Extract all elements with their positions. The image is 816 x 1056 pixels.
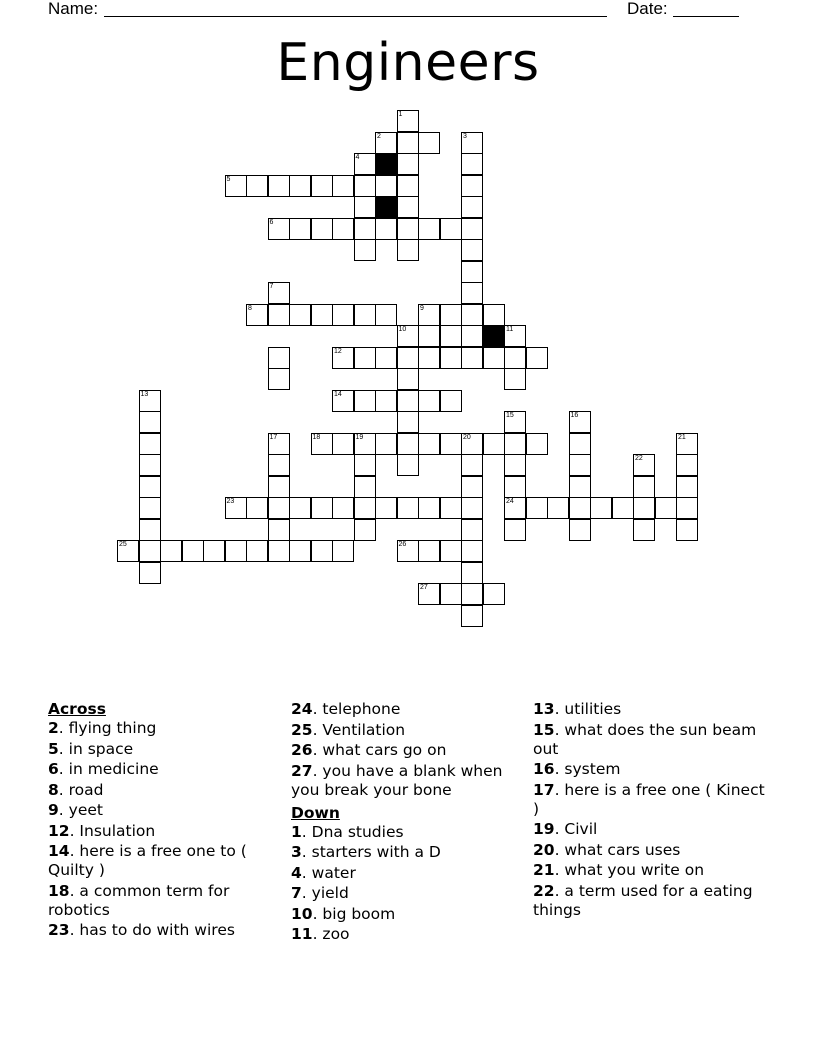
grid-cell[interactable] (268, 540, 290, 562)
grid-cell[interactable] (397, 433, 419, 455)
clue-number: 1 (398, 111, 403, 118)
grid-cell[interactable] (311, 497, 333, 519)
clue-number: 20 (463, 433, 471, 441)
grid-cell[interactable] (504, 476, 526, 498)
clue-number-label: 24 (291, 700, 313, 718)
clue-number: 3 (463, 132, 467, 140)
grid-cell[interactable] (289, 175, 311, 197)
grid-cell[interactable] (332, 175, 354, 197)
grid-cell[interactable] (289, 540, 311, 562)
clue-text: . road (58, 780, 104, 799)
grid-cell[interactable] (676, 454, 698, 476)
grid-cell[interactable] (354, 347, 376, 369)
grid-cell[interactable] (397, 368, 419, 390)
grid-cell[interactable] (139, 454, 161, 476)
grid-cell[interactable] (246, 175, 268, 197)
grid-cell[interactable] (268, 218, 290, 240)
grid-cell[interactable] (440, 304, 462, 326)
grid-cell[interactable] (504, 368, 526, 390)
clue-text: . starters with a D (301, 843, 441, 861)
grid-cell[interactable] (397, 132, 419, 154)
across-clue-12 (48, 822, 288, 841)
down-clue-list (291, 823, 531, 945)
grid-cell[interactable] (461, 605, 483, 627)
grid-cell[interactable] (440, 583, 462, 605)
grid-cell[interactable] (354, 196, 376, 218)
grid-cell[interactable] (375, 132, 397, 154)
grid-cell[interactable] (504, 325, 526, 347)
down-clue-19 (533, 820, 773, 839)
grid-cell[interactable] (612, 497, 634, 519)
clue-number: 19 (355, 433, 364, 441)
grid-cell[interactable] (676, 476, 698, 498)
clue-number-label: 20 (533, 840, 555, 859)
across-clue-27 (291, 762, 531, 800)
down-clue-list-continued (533, 700, 773, 920)
grid-cell[interactable] (440, 347, 462, 369)
date-label: Date: (627, 0, 668, 18)
black-cell (483, 325, 505, 347)
grid-cell[interactable] (655, 497, 677, 519)
grid-cell[interactable] (569, 519, 591, 541)
name-label: Name: (48, 0, 99, 18)
clue-number: 8 (248, 304, 252, 312)
clue-text: . water (301, 863, 356, 882)
clue-number-label: 18 (48, 881, 70, 900)
grid-cell[interactable] (225, 540, 247, 562)
clue-number-label: 4 (291, 863, 302, 882)
grid-cell[interactable] (289, 304, 311, 326)
grid-cell[interactable] (268, 497, 290, 519)
grid-cell[interactable] (203, 540, 225, 562)
down-clue-20 (533, 841, 773, 860)
clue-text: . what cars go on (312, 741, 447, 759)
grid-cell[interactable] (397, 325, 419, 347)
across-clue-list-continued (291, 700, 531, 800)
grid-cell[interactable] (418, 583, 440, 605)
clue-text: . what you write on (554, 861, 705, 879)
clue-number: 4 (355, 154, 360, 161)
grid-cell[interactable] (676, 433, 698, 455)
grid-cell[interactable] (461, 325, 483, 347)
grid-cell[interactable] (461, 196, 483, 218)
clue-number: 25 (119, 541, 127, 548)
clue-text: . flying thing (58, 719, 157, 737)
clue-number: 9 (420, 304, 424, 312)
grid-cell[interactable] (397, 110, 419, 132)
across-clue-2 (48, 719, 288, 738)
grid-cell[interactable] (569, 476, 591, 498)
grid-cell[interactable] (139, 540, 161, 562)
grid-cell[interactable] (461, 540, 483, 562)
clue-number-label: 10 (291, 904, 313, 923)
across-heading: Across (48, 700, 106, 718)
clue-number-label: 3 (291, 843, 302, 861)
grid-cell[interactable] (268, 175, 290, 197)
clue-text: . Ventilation (312, 720, 406, 739)
grid-cell[interactable] (547, 497, 569, 519)
grid-cell[interactable] (418, 540, 440, 562)
down-clue-3 (291, 843, 531, 862)
grid-cell[interactable] (311, 433, 333, 455)
clue-number: 6 (269, 218, 274, 226)
across-clue-6 (48, 760, 288, 779)
grid-cell[interactable] (526, 433, 548, 455)
grid-cell[interactable] (461, 454, 483, 476)
clue-text: . Dna studies (301, 822, 404, 841)
clue-text: . Civil (554, 820, 598, 838)
clue-number-label: 13 (533, 700, 555, 718)
grid-cell[interactable] (375, 390, 397, 412)
black-cell (375, 153, 397, 175)
grid-cell[interactable] (289, 497, 311, 519)
grid-cell[interactable] (268, 347, 290, 369)
clue-number: 12 (334, 347, 342, 355)
across-clue-9 (48, 801, 288, 820)
grid-cell[interactable] (633, 519, 655, 541)
grid-cell[interactable] (397, 497, 419, 519)
clue-text: . here is a free one ( Kinect ) (533, 780, 765, 818)
clue-text: . telephone (312, 700, 401, 718)
grid-cell[interactable] (569, 411, 591, 433)
clue-number-label: 14 (48, 842, 70, 860)
grid-cell[interactable] (268, 282, 290, 304)
clue-text: . in space (58, 739, 134, 758)
grid-cell[interactable] (590, 497, 612, 519)
grid-cell[interactable] (504, 411, 526, 433)
clue-number: 11 (506, 326, 514, 333)
grid-cell[interactable] (354, 497, 376, 519)
clue-text: . yeet (58, 801, 103, 819)
clue-number-label: 16 (533, 760, 555, 778)
grid-cell[interactable] (461, 304, 483, 326)
across-clue-26 (291, 741, 531, 760)
clue-number: 24 (506, 498, 514, 505)
clues-column-1 (48, 700, 288, 942)
down-heading: Down (291, 803, 340, 822)
down-clue-11 (291, 925, 531, 944)
grid-cell[interactable] (375, 175, 397, 197)
grid-cell[interactable] (332, 497, 354, 519)
clue-number-label: 25 (291, 720, 313, 739)
clue-number: 23 (226, 498, 235, 505)
grid-cell[interactable] (483, 433, 505, 455)
grid-cell[interactable] (461, 218, 483, 240)
grid-cell[interactable] (461, 433, 483, 455)
grid-cell[interactable] (268, 454, 290, 476)
clue-number-label: 9 (48, 801, 59, 819)
clue-number-label: 7 (291, 884, 302, 902)
grid-cell[interactable] (483, 583, 505, 605)
grid-cell[interactable] (397, 540, 419, 562)
grid-cell[interactable] (397, 239, 419, 261)
grid-cell[interactable] (397, 218, 419, 240)
grid-cell[interactable] (633, 497, 655, 519)
grid-cell[interactable] (418, 304, 440, 326)
grid-cell[interactable] (332, 347, 354, 369)
grid-cell[interactable] (354, 239, 376, 261)
clue-number-label: 22 (533, 881, 555, 900)
grid-cell[interactable] (461, 261, 483, 283)
grid-cell[interactable] (633, 454, 655, 476)
grid-cell[interactable] (311, 175, 333, 197)
black-cell (375, 196, 397, 218)
down-clue-13 (533, 700, 773, 719)
grid-cell[interactable] (268, 433, 290, 455)
grid-cell[interactable] (397, 175, 419, 197)
grid-cell[interactable] (440, 390, 462, 412)
clue-number-label: 17 (533, 780, 555, 799)
clue-text: . yield (301, 884, 349, 902)
clue-number: 14 (334, 390, 342, 398)
grid-cell[interactable] (139, 476, 161, 498)
grid-cell[interactable] (633, 476, 655, 498)
grid-cell[interactable] (461, 519, 483, 541)
grid-cell[interactable] (354, 304, 376, 326)
grid-cell[interactable] (332, 390, 354, 412)
grid-cell[interactable] (504, 433, 526, 455)
clue-text: . system (554, 760, 621, 778)
grid-cell[interactable] (139, 411, 161, 433)
down-clue-1 (291, 823, 531, 842)
grid-cell[interactable] (375, 433, 397, 455)
grid-cell[interactable] (418, 325, 440, 347)
grid-cell[interactable] (504, 497, 526, 519)
page-title: Engineers (276, 33, 540, 93)
grid-cell[interactable] (569, 454, 591, 476)
clue-number: 18 (312, 433, 321, 441)
grid-cell[interactable] (526, 347, 548, 369)
across-clue-18 (48, 882, 288, 920)
across-clue-14 (48, 842, 288, 880)
grid-cell[interactable] (246, 304, 268, 326)
down-clue-4 (291, 864, 531, 883)
grid-cell[interactable] (461, 476, 483, 498)
grid-cell[interactable] (504, 519, 526, 541)
across-clue-25 (291, 721, 531, 740)
clue-text: . utilities (554, 700, 622, 718)
grid-cell[interactable] (246, 497, 268, 519)
grid-cell[interactable] (289, 218, 311, 240)
grid-cell[interactable] (311, 218, 333, 240)
grid-cell[interactable] (461, 583, 483, 605)
grid-cell[interactable] (117, 540, 139, 562)
grid-cell[interactable] (483, 304, 505, 326)
grid-cell[interactable] (461, 153, 483, 175)
clue-number: 2 (377, 132, 381, 140)
grid-cell[interactable] (139, 433, 161, 455)
clue-text: . big boom (312, 904, 396, 923)
clue-number-label: 1 (291, 822, 302, 841)
down-clue-22 (533, 882, 773, 920)
grid-cell[interactable] (418, 347, 440, 369)
grid-cell[interactable] (354, 218, 376, 240)
clue-number: 5 (226, 175, 231, 183)
clue-number: 7 (269, 283, 274, 290)
clue-number: 27 (420, 584, 428, 591)
grid-cell[interactable] (268, 519, 290, 541)
grid-cell[interactable] (504, 454, 526, 476)
clue-number: 10 (398, 326, 407, 333)
grid-cell[interactable] (418, 497, 440, 519)
grid-cell[interactable] (268, 368, 290, 390)
grid-cell[interactable] (375, 347, 397, 369)
across-clue-5 (48, 740, 288, 759)
clue-text: . has to do with wires (69, 921, 235, 939)
clue-number-label: 27 (291, 761, 313, 780)
clue-number-label: 26 (291, 741, 313, 759)
grid-cell[interactable] (397, 153, 419, 175)
grid-cell[interactable] (418, 433, 440, 455)
grid-cell[interactable] (160, 540, 182, 562)
clue-number-label: 15 (533, 720, 555, 739)
grid-cell[interactable] (676, 519, 698, 541)
grid-cell[interactable] (461, 562, 483, 584)
across-clue-24 (291, 700, 531, 719)
grid-cell[interactable] (504, 347, 526, 369)
grid-cell[interactable] (418, 218, 440, 240)
grid-cell[interactable] (397, 411, 419, 433)
grid-cell[interactable] (461, 282, 483, 304)
clue-text: . a common term for robotics (48, 881, 230, 919)
grid-cell[interactable] (354, 476, 376, 498)
clue-number: 15 (506, 412, 514, 419)
clue-number: 17 (269, 433, 278, 441)
clue-text: . a term used for a eating things (533, 881, 753, 919)
clue-text: . zoo (312, 925, 350, 943)
clue-text: . what cars uses (554, 840, 681, 859)
grid-cell[interactable] (354, 433, 376, 455)
clue-number-label: 19 (533, 820, 555, 838)
clue-number-label: 6 (48, 760, 59, 778)
down-clue-10 (291, 905, 531, 924)
grid-cell[interactable] (268, 476, 290, 498)
grid-cell[interactable] (440, 540, 462, 562)
grid-cell[interactable] (375, 304, 397, 326)
clue-text: . you have a blank when you break your bone (291, 761, 503, 799)
grid-cell[interactable] (332, 433, 354, 455)
clue-number-label: 21 (533, 861, 555, 879)
across-clue-23 (48, 921, 288, 940)
clues-column-2 (291, 700, 531, 946)
grid-cell[interactable] (332, 304, 354, 326)
clue-number-label: 8 (48, 780, 59, 799)
grid-cell[interactable] (569, 497, 591, 519)
down-clue-21 (533, 861, 773, 880)
clue-number-label: 23 (48, 921, 70, 939)
clue-text: . here is a free one to ( Quilty ) (48, 842, 247, 879)
grid-cell[interactable] (139, 390, 161, 412)
grid-cell[interactable] (225, 175, 247, 197)
grid-cell[interactable] (461, 347, 483, 369)
grid-cell[interactable] (440, 433, 462, 455)
grid-cell[interactable] (440, 218, 462, 240)
grid-cell[interactable] (397, 196, 419, 218)
grid-cell[interactable] (246, 540, 268, 562)
clue-number: 16 (570, 412, 579, 419)
grid-cell[interactable] (397, 390, 419, 412)
grid-cell[interactable] (354, 153, 376, 175)
grid-cell[interactable] (311, 304, 333, 326)
across-clue-8 (48, 781, 288, 800)
grid-cell[interactable] (440, 497, 462, 519)
grid-cell[interactable] (375, 497, 397, 519)
grid-cell[interactable] (676, 497, 698, 519)
down-clue-15 (533, 721, 773, 759)
grid-cell[interactable] (332, 218, 354, 240)
grid-cell[interactable] (418, 132, 440, 154)
clue-text: . what does the sun beam out (533, 720, 757, 758)
clue-number-label: 5 (48, 739, 59, 758)
grid-cell[interactable] (354, 390, 376, 412)
grid-cell[interactable] (139, 497, 161, 519)
grid-cell[interactable] (397, 347, 419, 369)
down-clue-17 (533, 781, 773, 819)
grid-cell[interactable] (311, 540, 333, 562)
down-clue-16 (533, 760, 773, 779)
clue-number-label: 11 (291, 925, 313, 943)
grid-cell[interactable] (526, 497, 548, 519)
grid-cell[interactable] (461, 132, 483, 154)
clue-number: 21 (678, 433, 686, 441)
grid-cell[interactable] (139, 519, 161, 541)
clue-number: 13 (140, 390, 149, 398)
grid-cell[interactable] (397, 454, 419, 476)
grid-cell[interactable] (182, 540, 204, 562)
clue-number-label: 2 (48, 719, 59, 737)
grid-cell[interactable] (354, 454, 376, 476)
grid-cell[interactable] (418, 390, 440, 412)
clues-column-3 (533, 700, 773, 921)
grid-cell[interactable] (139, 562, 161, 584)
grid-cell[interactable] (268, 304, 290, 326)
clue-number: 22 (635, 455, 643, 462)
clue-number: 26 (398, 541, 407, 548)
grid-cell[interactable] (354, 519, 376, 541)
grid-cell[interactable] (440, 325, 462, 347)
grid-cell[interactable] (354, 175, 376, 197)
grid-cell[interactable] (225, 497, 247, 519)
grid-cell[interactable] (332, 540, 354, 562)
grid-cell[interactable] (461, 175, 483, 197)
across-clue-list (48, 719, 288, 940)
down-clue-7 (291, 884, 531, 903)
clue-text: . in medicine (58, 760, 159, 778)
clue-text: . Insulation (69, 821, 156, 840)
grid-cell[interactable] (461, 239, 483, 261)
grid-cell[interactable] (569, 433, 591, 455)
clue-number-label: 12 (48, 821, 70, 840)
grid-cell[interactable] (375, 218, 397, 240)
grid-cell[interactable] (483, 347, 505, 369)
grid-cell[interactable] (461, 497, 483, 519)
